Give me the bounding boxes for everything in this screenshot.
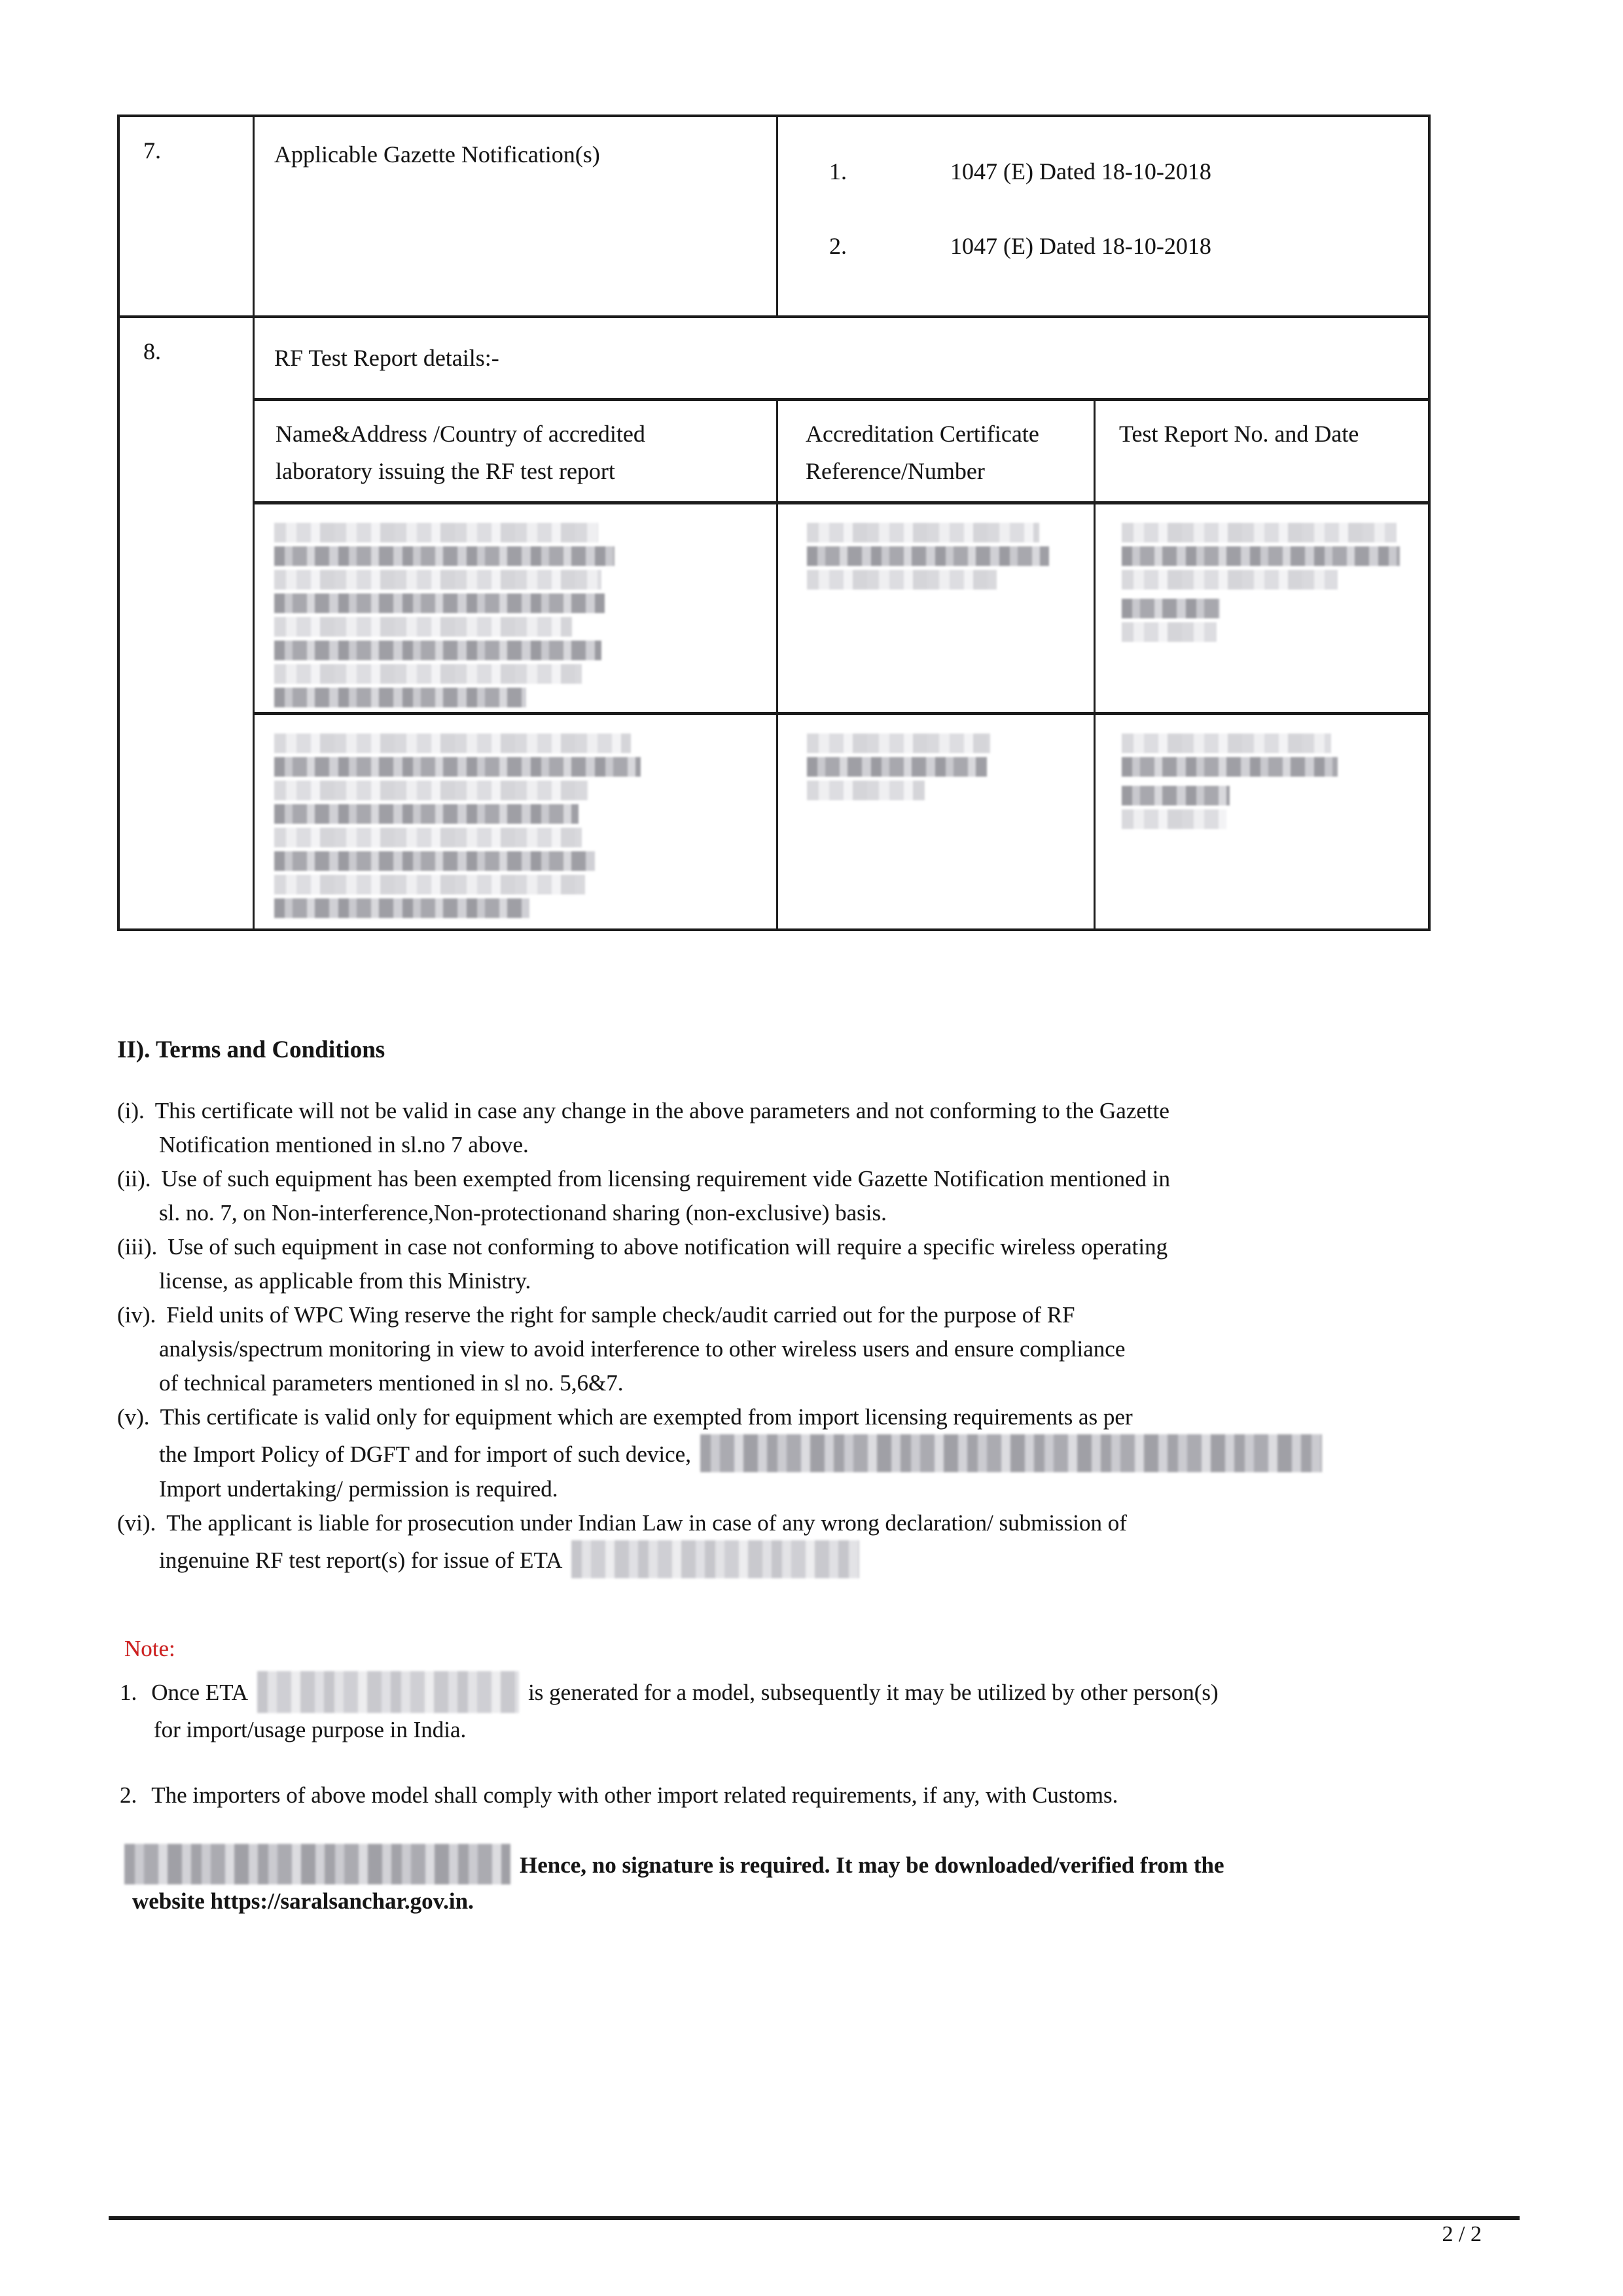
term-text: This certificate is valid only for equipment which are exempted from import licensing requirements as per <box>160 1404 1133 1430</box>
redacted-text-block <box>274 570 601 590</box>
note-text: for import/usage purpose in India. <box>154 1717 467 1742</box>
redacted-text-block <box>274 733 631 753</box>
term-text: analysis/spectrum monitoring in view to avoid interference to other wireless users and ensure compliance <box>159 1336 1126 1362</box>
page-number: 2 / 2 <box>1442 2222 1482 2246</box>
term-label: (v). <box>117 1404 150 1430</box>
closing-text: Hence, no signature is required. It may be downloaded/verified from the <box>520 1852 1224 1878</box>
redacted-text-inline <box>124 1844 510 1884</box>
term-text: Notification mentioned in sl.no 7 above. <box>159 1132 529 1157</box>
rf-test-report-label: RF Test Report details:- <box>274 345 499 371</box>
term-text: the Import Policy of DGFT and for import of such device, <box>159 1441 691 1467</box>
note-item-2 <box>120 1778 1514 1812</box>
details-table <box>117 115 1431 931</box>
gazette-notification-1 <box>829 158 1428 185</box>
redacted-text-block <box>1122 570 1338 590</box>
term-label: (ii). <box>117 1166 151 1192</box>
terms-list <box>117 1094 1511 1578</box>
term-item-v <box>117 1400 1511 1506</box>
redacted-text-block <box>1122 809 1226 829</box>
rf-report-subtable <box>255 398 1428 928</box>
term-text: Use of such equipment has been exempted from licensing requirement vide Gazette Notification mentioned in <box>161 1166 1170 1192</box>
column-header-lab: Name&Address /Country of accredited laboratory issuing the RF test report <box>255 401 778 501</box>
redacted-text-block <box>807 781 925 800</box>
table-row <box>255 504 1428 715</box>
redacted-text-block <box>274 757 641 777</box>
redacted-text-block <box>807 546 1049 566</box>
gazette-index: 2. <box>829 233 847 259</box>
redacted-text-inline <box>571 1540 859 1578</box>
term-text: ingenuine RF test report(s) for issue of ETA <box>159 1547 563 1573</box>
term-label: (vi). <box>117 1510 156 1536</box>
redacted-accreditation-cell <box>778 504 1096 712</box>
redacted-report-cell <box>1096 504 1428 712</box>
term-text: This certificate will not be valid in case any change in the above parameters and not conforming to the Gazette <box>154 1098 1169 1123</box>
row7-sl-no: 7. <box>120 117 255 315</box>
redacted-lab-cell <box>255 504 778 712</box>
redacted-text-block <box>1122 523 1397 542</box>
redacted-text-block <box>274 617 572 637</box>
redacted-text-inline <box>257 1671 519 1713</box>
redacted-text-block <box>274 593 605 613</box>
redacted-text-block <box>274 523 598 542</box>
redacted-lab-cell <box>255 715 778 928</box>
note-text: Once ETA <box>151 1680 249 1705</box>
redacted-report-cell <box>1096 715 1428 928</box>
redacted-text-block <box>274 688 526 707</box>
footer-divider <box>109 2216 1520 2220</box>
term-text: license, as applicable from this Ministry. <box>159 1268 531 1294</box>
redacted-text-block <box>1122 733 1331 753</box>
redacted-text-block <box>1122 546 1400 566</box>
row7-gazette-list <box>778 117 1428 315</box>
redacted-text-block <box>807 570 997 590</box>
row8-content <box>255 318 1428 928</box>
redacted-text-block <box>1122 622 1217 642</box>
note-text: The importers of above model shall comply with other import related requirements, if any, with Customs. <box>151 1782 1118 1808</box>
term-label: (iii). <box>117 1234 158 1260</box>
redacted-text-block <box>274 546 615 566</box>
row8-sl-no: 8. <box>120 318 255 928</box>
term-item-iv <box>117 1298 1511 1400</box>
redacted-accreditation-cell <box>778 715 1096 928</box>
term-text: Import undertaking/ permission is required. <box>159 1476 558 1502</box>
term-item-vi <box>117 1506 1511 1578</box>
redacted-text-block <box>274 641 601 660</box>
redacted-text-block <box>807 523 1039 542</box>
redacted-text-block <box>807 733 990 753</box>
column-header-report: Test Report No. and Date <box>1119 421 1359 447</box>
gazette-index: 1. <box>829 158 847 185</box>
note-number: 1. <box>120 1680 137 1705</box>
redacted-text-block <box>274 664 582 684</box>
gazette-notification-2 <box>829 232 1428 260</box>
term-text: of technical parameters mentioned in sl no. 5,6&7. <box>159 1370 624 1396</box>
redacted-text-block <box>1122 599 1220 618</box>
closing-statement <box>124 1844 1518 1918</box>
term-item-ii <box>117 1162 1511 1230</box>
table-row-7 <box>120 117 1428 318</box>
term-text: sl. no. 7, on Non-interference,Non-protectionand sharing (non-exclusive) basis. <box>159 1200 887 1226</box>
table-row <box>255 715 1428 928</box>
terms-heading: II). Terms and Conditions <box>117 1036 385 1063</box>
row7-label: Applicable Gazette Notification(s) <box>255 117 778 315</box>
term-label: (iv). <box>117 1302 156 1328</box>
redacted-text-block <box>1122 757 1338 777</box>
note-item-1 <box>120 1671 1514 1747</box>
subtable-header-row <box>255 401 1428 504</box>
redacted-text-inline <box>700 1434 1322 1472</box>
redacted-text-block <box>274 851 595 871</box>
redacted-text-block <box>274 781 588 800</box>
gazette-value: 1047 (E) Dated 18-10-2018 <box>950 158 1211 185</box>
redacted-text-block <box>274 828 582 847</box>
redacted-text-block <box>274 804 579 824</box>
table-row-8 <box>120 318 1428 928</box>
column-header-accreditation: Accreditation Certificate Reference/Number <box>778 401 1096 501</box>
note-list <box>120 1671 1514 1812</box>
redacted-text-block <box>274 875 585 894</box>
term-text: Use of such equipment in case not conforming to above notification will require a specific wireless operating <box>168 1234 1168 1260</box>
gazette-value: 1047 (E) Dated 18-10-2018 <box>950 233 1211 259</box>
redacted-text-block <box>1122 786 1230 805</box>
term-label: (i). <box>117 1098 145 1123</box>
closing-website-text: website https://saralsanchar.gov.in. <box>132 1888 474 1914</box>
note-heading: Note: <box>124 1636 175 1661</box>
note-number: 2. <box>120 1782 137 1808</box>
term-text: The applicant is liable for prosecution under Indian Law in case of any wrong declaration/ submission of <box>166 1510 1127 1536</box>
term-text: Field units of WPC Wing reserve the right for sample check/audit carried out for the purpose of RF <box>166 1302 1075 1328</box>
term-item-iii <box>117 1230 1511 1298</box>
redacted-text-block <box>807 757 987 777</box>
term-item-i <box>117 1094 1511 1162</box>
note-text: is generated for a model, subsequently it may be utilized by other person(s) <box>528 1680 1219 1705</box>
redacted-text-block <box>274 898 529 918</box>
